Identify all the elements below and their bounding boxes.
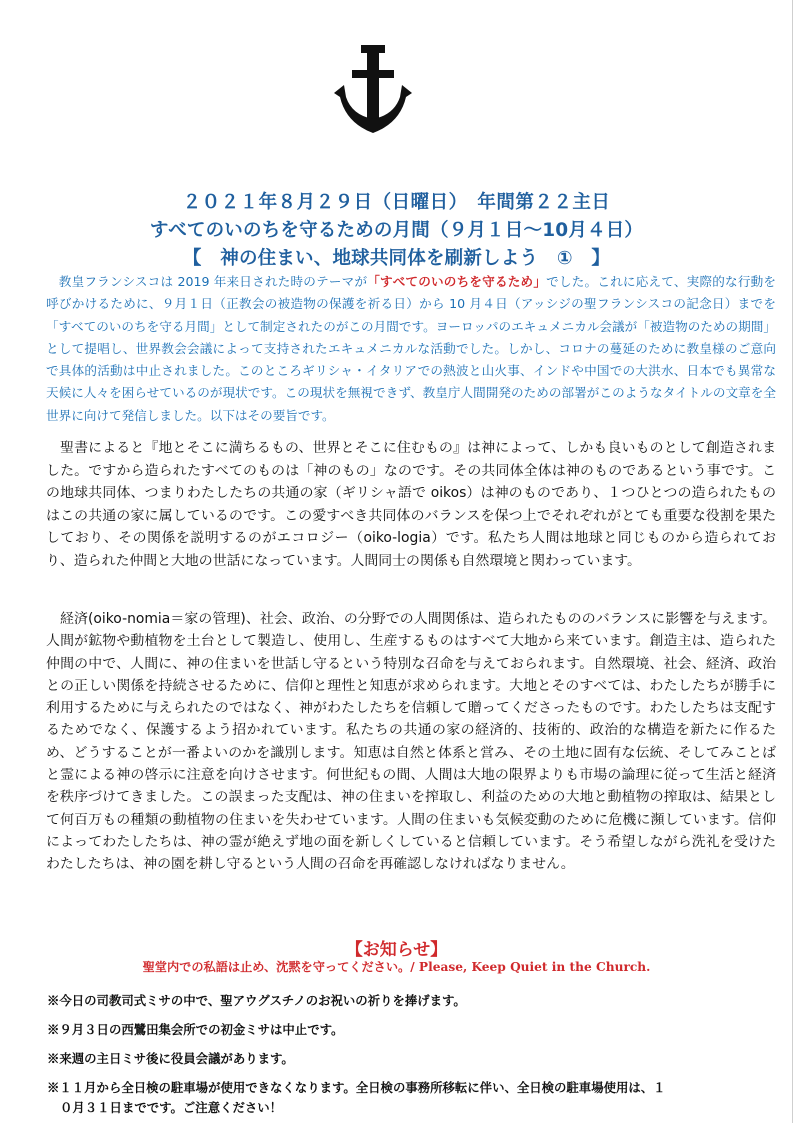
notice-parking-line1: ※１１月から全日検の駐車場が使用できなくなります。全日検の事務所移転に伴い、全日検の駐車場使用は、１ <box>47 1080 666 1095</box>
notice-item: ※来週の主日ミサ後に役員会議があります。 <box>47 1051 294 1066</box>
intro-highlight: 「すべてのいのちを守るため」 <box>367 274 547 289</box>
intro-text-2: でした。これに応えて、実際的な行動を呼びかけるために、９月１日（正教会の被造物の保護を祈る日）から 10 月４日（アッシジの聖フランシスコの記念日）までを「すべてのいのちを守る月間」として制定されたのがこの月間です。ヨーロッパのエキュメニカル会議が「被造物のための期間」として提唱し、世界教会会議によって支持されたエキュメニカルな活動でした。しかし、コロナの蔓延のために教皇様のご意向で具体的活動は中止されました。このところギリシャ・イタリアでの熱波と山火事、インドや中国での大洪水、日本でも異常な天候に人々を困らせているのが現状です。この現状を無視できず、教皇庁人間開発のための部署がこのようなタイトルの文章を全世界に向けて発信しました。以下はその要旨です。 <box>46 274 777 423</box>
body-paragraph-2: 経済(oiko-nomia＝家の管理)、社会、政治、の分野での人間関係は、造られたもののバランスに影響を与えます。人間が鉱物や動植物を土台として製造し、使用し、生産するものはすべて大地から来ています。創造主は、造られた仲間の中で、人間に、神の住まいを世話し守るという特別な召命を与えておられます。自然環境、社会、経済、政治との正しい関係を持続させるために、信仰と理性と知恵が求められます。大地とそのすべては、わたしたちが勝手に利用するために与えられたのではなく、神がわたしたちを信頼して贈ってくださったものです。わたしたちは支配するためでなく、保護するよう招かれています。私たちの共通の家の経済的、技術的、政治的な構造を新たに作るため、どうすることが一番よいのかを識別します。知恵は自然と体系と営み、その土地に固有な伝統、そしてみことばと霊による神の啓示に注意を向けさせます。何世紀もの間、人間は大地の限界よりも市場の論理に従って生活と経済を秩序づけてきました。この誤まった支配は、神の住まいを搾取し、利益のための大地と動植物の搾取は、結果として何百万もの種類の動植物の住まいを失わせています。人間の住まいも気候変動のために危機に瀕しています。信仰によってわたしたちは、神の霊が絶えず地の面を新しくしていると信頼しています。そう希望しながら洗礼を受けたわたしたちは、神の園を耕し守るという人間の召命を再確認しなければなりません。 <box>46 611 776 873</box>
intro-paragraph <box>46 271 776 427</box>
notice-title: 【お知らせ】 <box>345 940 448 960</box>
intro-text-1: 教皇フランシスコは 2019 年来日された時のテーマが <box>46 274 368 289</box>
notice-item-parking <box>47 1078 777 1118</box>
month-theme-heading: すべてのいのちを守るための月間（９月１日〜10月４日） <box>149 220 644 241</box>
date-heading: ２０２１年８月２９日（日曜日） 年間第２２主日 <box>182 192 611 213</box>
body-paragraph-1: 聖書によると『地とそこに満ちるもの、世界とそこに住むもの』は神によって、しかも良いものとして創造されました。ですから造られたすべてのものは「神のもの」なのです。その共同体全体は神のものであるという事です。この地球共同体、つまりわたしたちの共通の家（ギリシャ語で oikos）は神のものであり、１つひとつの造られたものはこの共通の家に属しているのです。この愛すべき共同体のバランスを保つ上でそれぞれがとても重要な役割を果たしており、その関係を説明するのがエコロジー（oiko-logia）です。私たち人間は地球と同じものから造られており、造られた仲間と大地の世話になっています。人間同士の関係も自然環境と関わっています。 <box>46 440 776 569</box>
quiet-request: 聖堂内での私語は止め、沈黙を守ってください。/ Please, Keep Quiet in the Church. <box>142 960 651 974</box>
notice-item: ※今日の司教司式ミサの中で、聖アウグスチノのお祝いの祈りを捧げます。 <box>47 993 466 1008</box>
series-title-heading: 【 神の住まい、地球共同体を刷新しよう ① 】 <box>182 248 611 269</box>
notice-item: ※９月３日の西鷺田集会所での初金ミサは中止です。 <box>47 1022 344 1037</box>
notice-list <box>47 991 777 1127</box>
notice-parking-line2: ０月３１日までです。ご注意ください！ <box>60 1100 283 1115</box>
anchor-icon <box>330 45 416 133</box>
